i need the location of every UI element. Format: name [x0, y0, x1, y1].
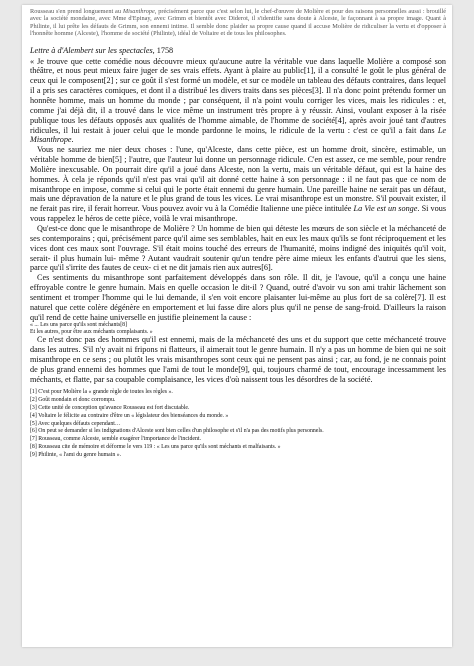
document-page [22, 5, 452, 647]
section-heading [30, 46, 446, 56]
footnote: [3] Cette unité de conception qu'avance Rousseau est fort discutable. [30, 405, 190, 412]
footnote: [1] C'est pour Molière la « grande règle de toutes les règles ». [30, 389, 173, 396]
intro-text: Rousseau s'en prend longuement au [30, 8, 123, 15]
body-text: Vous ne sauriez me nier deux choses : l'une, qu'Alceste, dans cette pièce, est un homme droit, sincère, estimable, un véritable homme de bien[5] ; l'autre, que l'auteur lui donne un personnage ridicule. C'en est assez, ce me semble, pour rendre Molière inexcusable. On pourrait dire qu'il a joué dans Alceste, non la vertu, mais un véritable défaut, qui est la haine des hommes. À cela je réponds qu'il n'est pas vrai qu'il ait donné cette haine à son personnage : il ne faut pas que ce nom de misanthrope en impose, comme si celui qui le porte était ennemi du genre humain. Une pareille haine ne serait pas un défaut, mais une dépravation de la nature et le plus grand de tous les vices. Le vrai misanthrope est un monstre. S'il pouvait exister, il ne ferait pas rire, il ferait horreur. Vous pouvez avoir vu à la Comédie Italienne une pièce intitulée [30, 145, 446, 214]
body-text-end: . [71, 135, 74, 145]
body-paragraph-3: Qu'est-ce donc que le misanthrope de Molière ? Un homme de bien qui déteste les mœurs de son siècle et la méchanceté de ses contemporains ; qui, précisément parce qu'il aime ses semblables, hait en eux les maux qu'ils se font réciproquement et les vices dont ces maux sont l'ouvrage. S'il était moins touché des erreurs de l'humanité, moins indigné des iniquités qu'il voit, serait- il plus humain lui- même ? Autant vaudrait soutenir qu'un tendre père aime mieux les enfants d'autrui que les siens, parce qu'il s'irrite des fautes de ceux- ci et ne dit jamais rien aux autres[6]. [30, 223, 446, 273]
verse-quote-line-1: « ... Les uns parce qu'ils sont méchants[8] [30, 322, 127, 329]
heading-title: Lettre à d'Alembert sur les spectacles [30, 45, 153, 55]
play-title: La Vie est un songe [353, 204, 418, 214]
footnote: [6] On peut se demander si les indignations d'Alceste sont bien celles d'un philosophe et s'il n'a pas des motifs plus personnels. [30, 428, 324, 435]
footnotes [30, 389, 446, 459]
footnote: [8] Rousseau cite de mémoire et déforme le vers 119 : « Les uns parce qu'ils sont méchants et malfaisants. » [30, 444, 281, 451]
intro-work-title: Misanthrope [122, 8, 155, 15]
page-content [22, 5, 452, 460]
body-paragraph-2 [30, 145, 446, 224]
body-text-end: . Si vous vous rappelez le héros de cette pièce, voilà le vrai misanthrope. [30, 204, 447, 224]
heading-year: , 1758 [152, 45, 174, 55]
footnote: [9] Philinte, « l'ami du genre humain ». [30, 451, 122, 458]
body-paragraph-4: Ces sentiments du misanthrope sont parfaitement développés dans son rôle. Il dit, je l'avoue, qu'il a conçu une haine effroyable contre le genre humain. Mais en quelle occasion le dit-il ? Quand, outré d'avoir vu son ami trahir lâchement son sentiment et tromper l'homme qui le lui demande, il s'en voit encore plaisanter lui-même au plus fort de sa colère[7]. Il est naturel que cette colère dégénère en emportement et lui fasse dire alors plus qu'il ne pense de sang-froid. D'ailleurs la raison qu'il rend de cette haine universelle en justifie pleinement la cause : [30, 273, 446, 322]
body-paragraph-1 [30, 57, 446, 146]
footnote: [4] Voltaire le félicite au contraire d'être un « législateur des bienséances du monde. » [30, 412, 229, 419]
footnote: [2] Goût mondain et donc corrompu. [30, 397, 116, 404]
footnote: [7] Rousseau, comme Alceste, semble exagérer l'importance de l'incident. [30, 436, 201, 443]
intro-paragraph [30, 8, 446, 38]
body-text: « Je trouve que cette comédie nous découvre mieux qu'aucune autre la véritable vue dans laquelle Molière a composé son théâtre, et nous peut mieux faire juger de ses vrais effets. Ayant à plaire au public[1], il a consulté le goût le plus général de ceux qui le composent[2] ; sur ce goût il s'est formé un modèle, et sur ce modèle un tableau des défauts contraires, dans lequel il a pris ses caractères comiques, et dont il a distribué les divers traits dans ses pièces[3]. Il n'a donc point prétendu former un honnête homme, mais un homme du monde ; par conséquent, il n'a point voulu corriger les vices, mais les ridicules : et, comme j'ai déjà dit, il a trouvé dans le vice même un instrument très propre à y réussir. Ainsi, voulant exposer à la risée publique tous les défauts opposés aux qualités de l'homme aimable, de l'homme de société[4], après avoir joué tant d'autres ridicules, il lui restait à jouer celui que le monde pardonne le moins, le ridicule de la vertu : c'est ce qu'il a fait dans [30, 56, 446, 135]
intro-text-rest: , précisément parce que c'est selon lui, le chef-d'œuvre de Molière et pour des raisons personnelles aussi : brouillé avec la société mondaine, avec Mme d'Epinay, avec Grimm et bientôt avec Diderot, il s'identifie sans doute à Alceste, le façonnant à sa propre image. Quant à Philinte, il lui prête les défauts de Grimm, son ennemi intime. Il semble donc plaider sa propre cause quand il accuse Molière de ridiculiser la vertu et d'opposer à l'honnête homme (Alceste), l'homme de société (Philinte), idéal de Voltaire et de tous les philosophes. [30, 8, 447, 38]
footnote: [5] Avec quelques défauts cependant… [30, 420, 121, 427]
body-paragraph-5: Ce n'est donc pas des hommes qu'il est ennemi, mais de la méchanceté des uns et du support que cette méchanceté trouve dans les autres. S'il n'y avait ni fripons ni flatteurs, il aimerait tout le genre humain. Il n'y a pas un homme de bien qui ne soit misanthrope en ce sens ; ou plutôt les vrais misanthropes sont ceux qui ne pensent pas ainsi ; car, au fond, je ne connais point de plus grand ennemi des hommes que l'ami de tout le monde[9], qui, toujours charmé de tout, encourage incessamment les méchants, et flatte, par sa coupable complaisance, les vices d'où naissent tous les désordres de la société. [30, 335, 446, 384]
verse-quote-line-2: Et les autres, pour être aux méchants complaisants. » [30, 328, 153, 335]
play-title: Le Misanthrope [30, 125, 446, 145]
